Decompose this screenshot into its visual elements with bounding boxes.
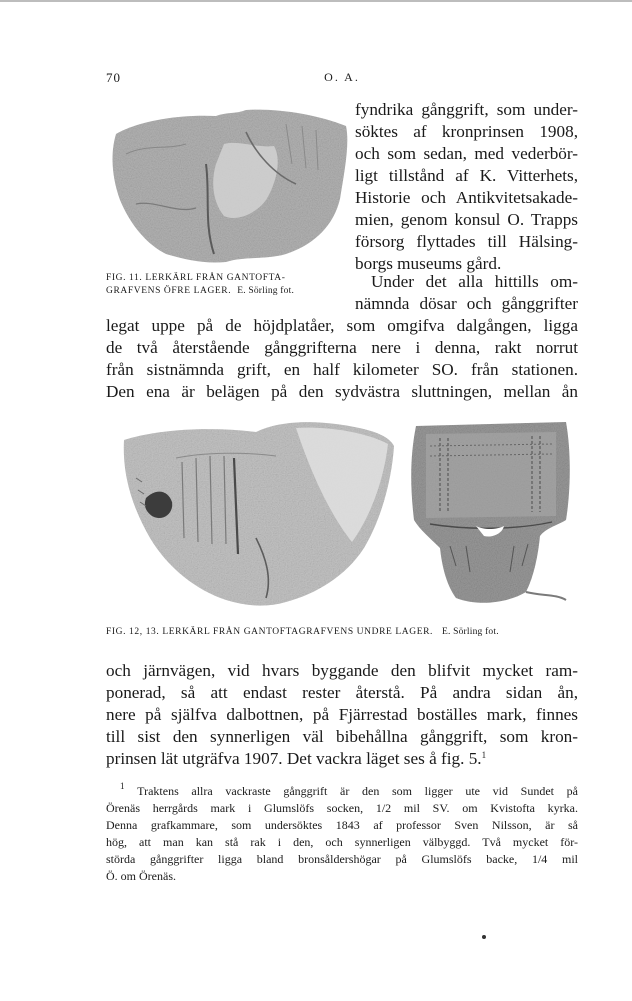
text-line: Under det alla hittills om- bbox=[371, 272, 578, 291]
text-line: mien, genom konsul O. Trapps bbox=[355, 210, 578, 229]
pottery-fragment-image bbox=[106, 104, 350, 264]
footnote-line: Denna grafkammare, som undersöktes 1843 af professor Sven Nilsson, är så bbox=[106, 818, 578, 832]
text-line: till sist den synnerligen väl bibehållna gånggrift, som kron- bbox=[106, 727, 578, 746]
footnote-line: Ö. om Örenäs. bbox=[106, 869, 176, 883]
text-line: söktes af kronprinsen 1908, bbox=[355, 122, 578, 141]
text-line: nämnda dösar och gånggrifter bbox=[355, 294, 578, 313]
figure-12-13-caption-text: FIG. 12, 13. LERKÄRL FRÅN GANTOFTAGRAFVENS UNDRE LAGER. bbox=[106, 627, 434, 637]
footnote-reference: 1 bbox=[481, 750, 487, 760]
text-line: fyndrika gånggrift, som under- bbox=[355, 100, 578, 119]
footnote-line: hög, att man kan stå rak i den, och synnerligen välbyggd. Två mycket för- bbox=[106, 835, 578, 849]
text-line: de två återstående gånggrifterna nere i denna, rakt norrut bbox=[106, 338, 578, 357]
text-line: Historie och Antikvitetsakade- bbox=[355, 188, 578, 207]
footnote-text: Traktens allra vackraste gånggrift är den som ligger ute vid Sundet på bbox=[137, 784, 578, 798]
pottery-vessel-image bbox=[406, 416, 576, 610]
paragraph-3 bbox=[106, 660, 578, 770]
figure-11-caption-line2: GRAFVENS ÖFRE LAGER. bbox=[106, 286, 232, 296]
footnote-line: Örenäs herrgårds mark i Glumslöfs socken, 1/2 mil SV. om Kvistofta kyrka. bbox=[106, 801, 578, 815]
figure-12-13-caption bbox=[106, 626, 578, 639]
footnote-line: störda gånggrifter ligga bland bronsåldershögar på Glumslöfs backe, 1/4 mil bbox=[106, 852, 578, 866]
paragraph-2-narrow bbox=[355, 271, 578, 315]
text-line: nere på själfva dalbottnen, på Fjärrestad boställes mark, finnes bbox=[106, 705, 578, 724]
text-line: ligt tillstånd af K. Vitterhets, bbox=[355, 166, 578, 185]
paragraph-1 bbox=[355, 99, 578, 275]
figure-12-pottery-vessel bbox=[116, 418, 398, 610]
text-line: och som sedan, med vederbör- bbox=[355, 144, 578, 163]
top-rule bbox=[0, 0, 632, 2]
text-line: Den ena är belägen på den sydvästra sluttningen, mellan ån bbox=[106, 382, 578, 401]
text-line-last bbox=[106, 748, 578, 770]
page-number: 70 bbox=[106, 70, 121, 85]
text-line: prinsen lät utgräfva 1907. Det vackra läget ses å fig. 5. bbox=[106, 749, 482, 768]
print-speck bbox=[482, 935, 486, 939]
footnote bbox=[106, 783, 578, 885]
figure-11-caption bbox=[106, 272, 342, 298]
text-line: försorg flyttades till Hälsing- bbox=[355, 232, 578, 251]
running-head: O. A. bbox=[324, 70, 360, 84]
footnote-marker: 1 bbox=[120, 781, 125, 791]
text-line: legat uppe på de höjdplatåer, som omgifva dalgången, ligga bbox=[106, 316, 578, 335]
text-line: borgs museums gård. bbox=[355, 254, 502, 273]
figure-11-photographer: E. Sörling fot. bbox=[237, 286, 295, 296]
figure-11-pottery-fragment bbox=[106, 104, 350, 264]
figure-11-caption-text: FIG. 11. LERKÄRL FRÅN GANTOFTA- bbox=[106, 273, 286, 283]
text-line: ponerad, så att endast rester återstå. På andra sidan ån, bbox=[106, 683, 578, 702]
text-line: från sistnämnda grift, en half kilometer SO. från stationen. bbox=[106, 360, 578, 379]
figure-12-13-photographer: E. Sörling fot. bbox=[441, 627, 499, 637]
footnote-line bbox=[106, 783, 578, 800]
figure-13-pottery-vessel bbox=[406, 416, 576, 610]
paragraph-2-wide bbox=[106, 315, 578, 403]
text-line: och järnvägen, vid hvars byggande den blifvit mycket ram- bbox=[106, 661, 578, 680]
pottery-vessel-image bbox=[116, 418, 398, 610]
